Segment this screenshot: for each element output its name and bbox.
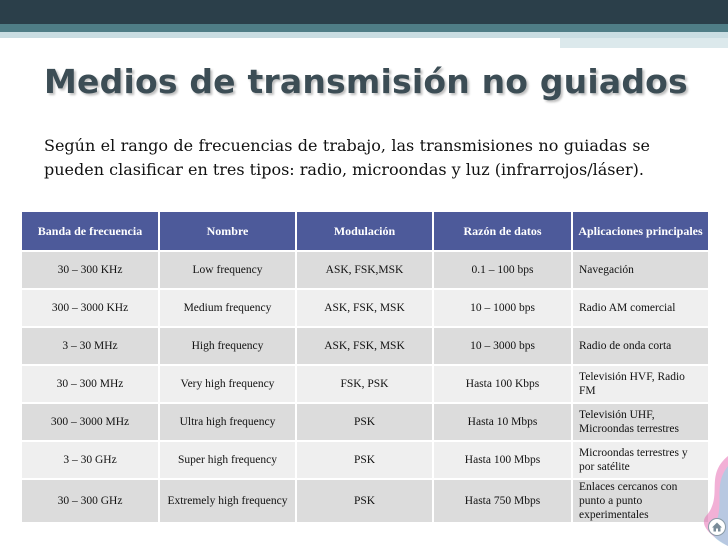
cell-nombre: Medium frequency	[159, 289, 296, 327]
cell-razon: 10 – 3000 bps	[433, 327, 572, 365]
cell-nombre: Extremely high frequency	[159, 479, 296, 523]
cell-razon: 0.1 – 100 bps	[433, 251, 572, 289]
cell-modulacion: PSK	[296, 441, 433, 479]
cell-modulacion: PSK	[296, 403, 433, 441]
cell-aplicaciones: Navegación	[572, 251, 709, 289]
cell-banda: 300 – 3000 KHz	[21, 289, 159, 327]
top-bar-strip	[560, 38, 728, 48]
cell-modulacion: FSK, PSK	[296, 365, 433, 403]
top-bar-dark	[0, 0, 728, 24]
cell-banda: 30 – 300 GHz	[21, 479, 159, 523]
cell-nombre: Very high frequency	[159, 365, 296, 403]
cell-nombre: Low frequency	[159, 251, 296, 289]
cell-razon: Hasta 100 Mbps	[433, 441, 572, 479]
top-bar-accent	[0, 24, 728, 32]
header-razon: Razón de datos	[433, 211, 572, 251]
table-row	[21, 403, 709, 441]
table-row	[21, 327, 709, 365]
cell-aplicaciones: Radio de onda corta	[572, 327, 709, 365]
cell-nombre: Super high frequency	[159, 441, 296, 479]
cell-banda: 300 – 3000 MHz	[21, 403, 159, 441]
cell-aplicaciones: Radio AM comercial	[572, 289, 709, 327]
cell-aplicaciones: Televisión UHF, Microondas terrestres	[572, 403, 709, 441]
cell-razon: Hasta 100 Kbps	[433, 365, 572, 403]
cell-nombre: High frequency	[159, 327, 296, 365]
table-header-row	[21, 211, 709, 251]
cell-banda: 3 – 30 GHz	[21, 441, 159, 479]
table-row	[21, 479, 709, 523]
cell-nombre: Ultra high frequency	[159, 403, 296, 441]
cell-aplicaciones: Enlaces cercanos con punto a punto experimentales	[572, 479, 709, 523]
header-modulacion: Modulación	[296, 211, 433, 251]
slide-title: Medios de transmisión no guiados	[44, 62, 688, 101]
cell-razon: Hasta 750 Mbps	[433, 479, 572, 523]
cell-banda: 30 – 300 MHz	[21, 365, 159, 403]
frequency-table	[20, 210, 710, 524]
table-row	[21, 289, 709, 327]
table-row	[21, 441, 709, 479]
cell-razon: Hasta 10 Mbps	[433, 403, 572, 441]
header-banda: Banda de frecuencia	[21, 211, 159, 251]
table-row	[21, 251, 709, 289]
header-aplicaciones: Aplicaciones principales	[572, 211, 709, 251]
cell-modulacion: ASK, FSK, MSK	[296, 327, 433, 365]
cell-modulacion: PSK	[296, 479, 433, 523]
home-icon[interactable]	[708, 518, 726, 536]
intro-paragraph: Según el rango de frecuencias de trabajo, las transmisiones no guiadas se pueden clasificar en tres tipos: radio, microondas y luz (infrarrojos/láser).	[44, 136, 650, 179]
cell-razon: 10 – 1000 bps	[433, 289, 572, 327]
header-nombre: Nombre	[159, 211, 296, 251]
cell-modulacion: ASK, FSK, MSK	[296, 289, 433, 327]
cell-aplicaciones: Microondas terrestres y por satélite	[572, 441, 709, 479]
cell-banda: 30 – 300 KHz	[21, 251, 159, 289]
cell-aplicaciones: Televisión HVF, Radio FM	[572, 365, 709, 403]
cell-banda: 3 – 30 MHz	[21, 327, 159, 365]
cell-modulacion: ASK, FSK,MSK	[296, 251, 433, 289]
table-row	[21, 365, 709, 403]
